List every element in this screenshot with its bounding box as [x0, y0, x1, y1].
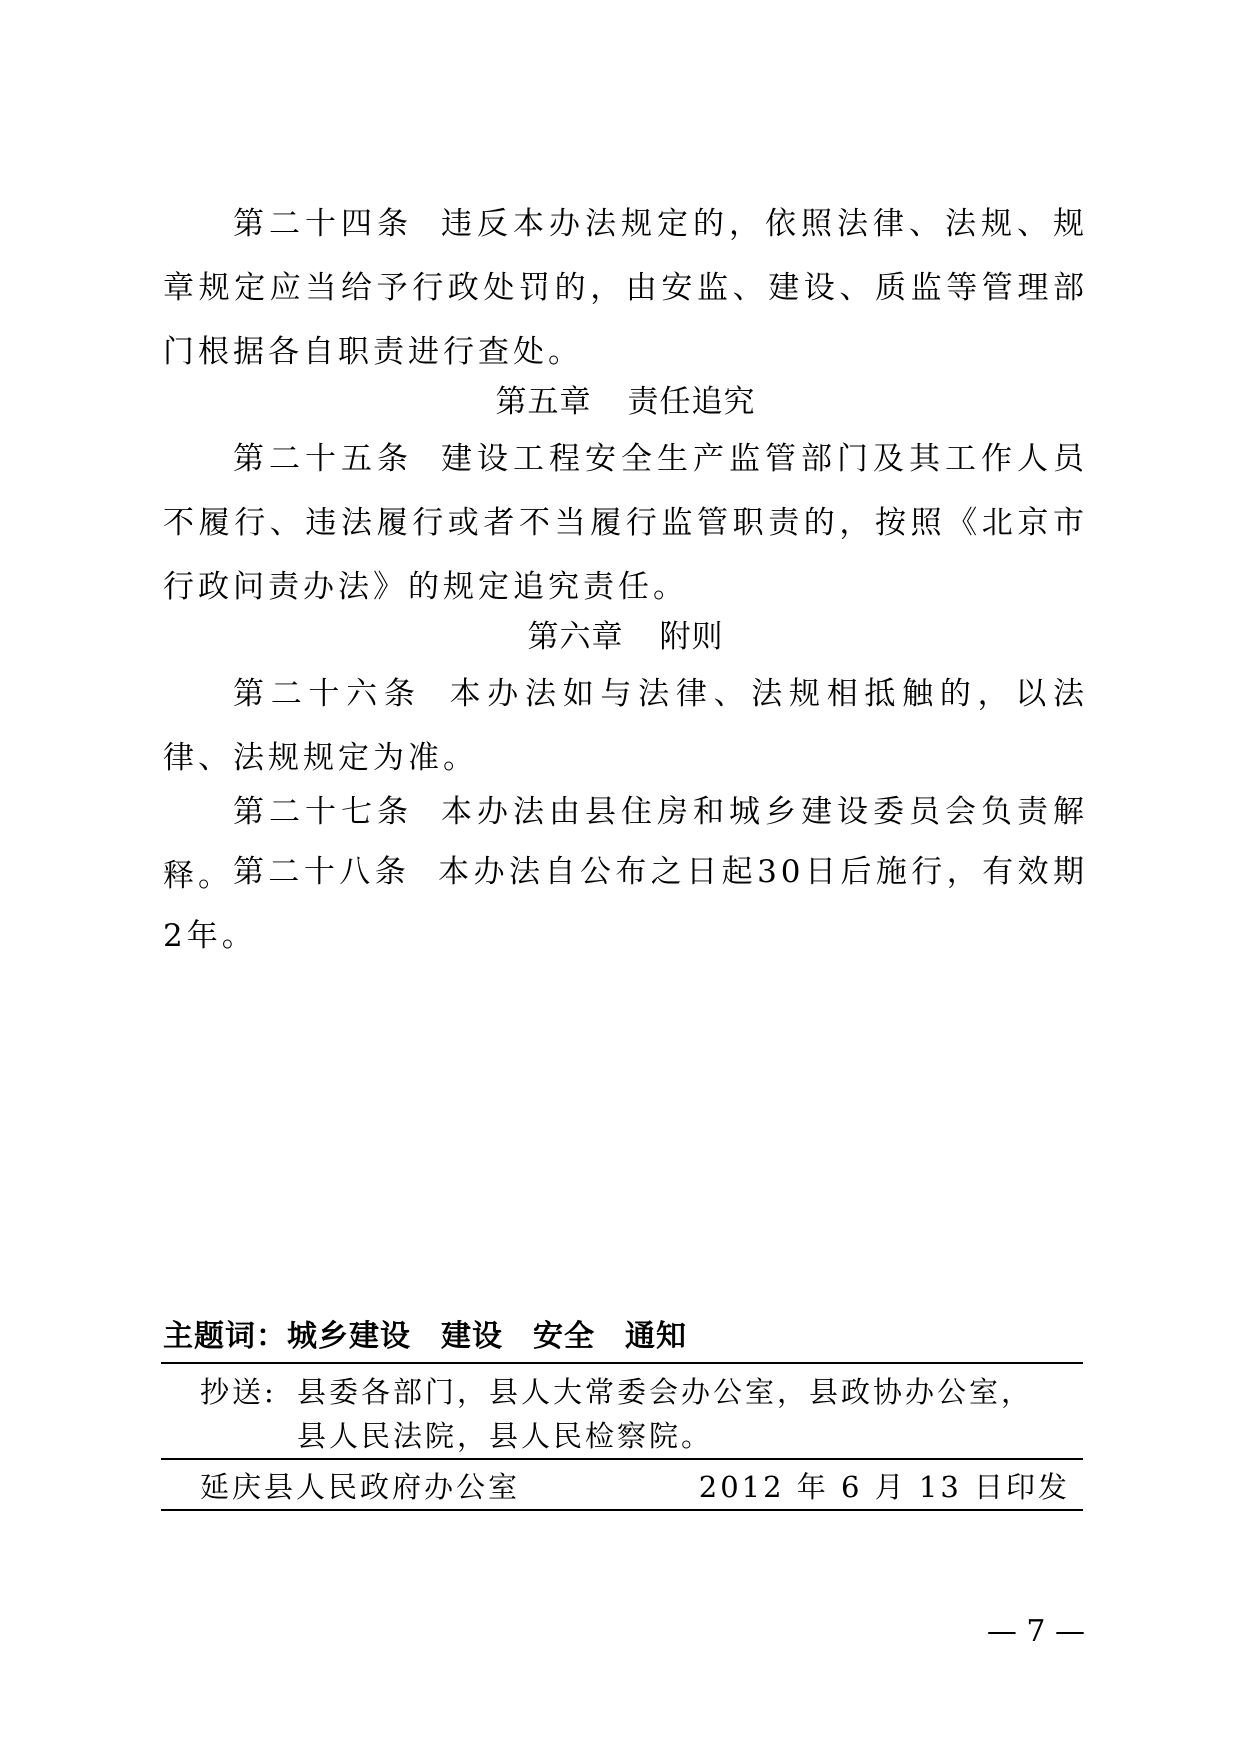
article-number: 第二十七条	[233, 794, 413, 830]
chapter-title: 附则	[659, 619, 724, 655]
article-26	[163, 662, 1088, 790]
divider-line	[161, 1509, 1083, 1511]
article-text: 本办法由县住房和城乡建设委员会负责解释。	[163, 794, 1088, 894]
article-text: 本办法自公布之日起30日后施行，有效期2年。	[163, 854, 1088, 954]
chapter-heading-5	[163, 370, 1088, 434]
issuer: 延庆县人民政府办公室	[200, 1470, 521, 1504]
article-text: 建设工程安全生产监管部门及其工作人员不履行、违法履行或者不当履行监管职责的，按照《北京市行政问责办法》的规定追究责任。	[163, 441, 1088, 605]
chapter-number: 第五章	[495, 384, 592, 420]
cc-list	[297, 1370, 1077, 1458]
article-24	[163, 192, 1088, 384]
divider-line	[161, 1458, 1083, 1460]
page-number: — 7 —	[986, 1614, 1085, 1649]
article-28	[163, 840, 1088, 968]
chapter-number: 第六章	[527, 619, 624, 655]
keyword: 通知	[625, 1319, 687, 1354]
article-number: 第二十六条	[233, 676, 422, 712]
article-number: 第二十八条	[233, 854, 411, 890]
chapter-heading-6	[163, 605, 1088, 669]
issue-date: 2012 年 6 月 13 日印发	[698, 1470, 1070, 1504]
article-text: 本办法如与法律、法规相抵触的，以法律、法规规定为准。	[163, 676, 1089, 776]
article-number: 第二十四条	[233, 206, 413, 242]
keyword: 城乡建设	[287, 1319, 411, 1354]
keyword: 安全	[533, 1319, 595, 1354]
keywords-label: 主题词：	[163, 1319, 287, 1354]
chapter-title: 责任追究	[627, 384, 756, 420]
article-25	[163, 427, 1088, 619]
cc-line: 县委各部门，县人大常委会办公室，县政协办公室，	[297, 1375, 1034, 1409]
article-number: 第二十五条	[233, 441, 413, 477]
subject-keywords	[163, 1315, 1083, 1359]
article-text: 违反本办法规定的，依照法律、法规、规章规定应当给予行政处罚的，由安监、建设、质监等管理部门根据各自职责进行查处。	[163, 206, 1088, 370]
divider-line	[161, 1362, 1083, 1364]
cc-label: 抄送:	[200, 1375, 277, 1409]
keyword: 建设	[441, 1319, 503, 1354]
cc-line: 县人民法院，县人民检察院。	[297, 1419, 714, 1453]
